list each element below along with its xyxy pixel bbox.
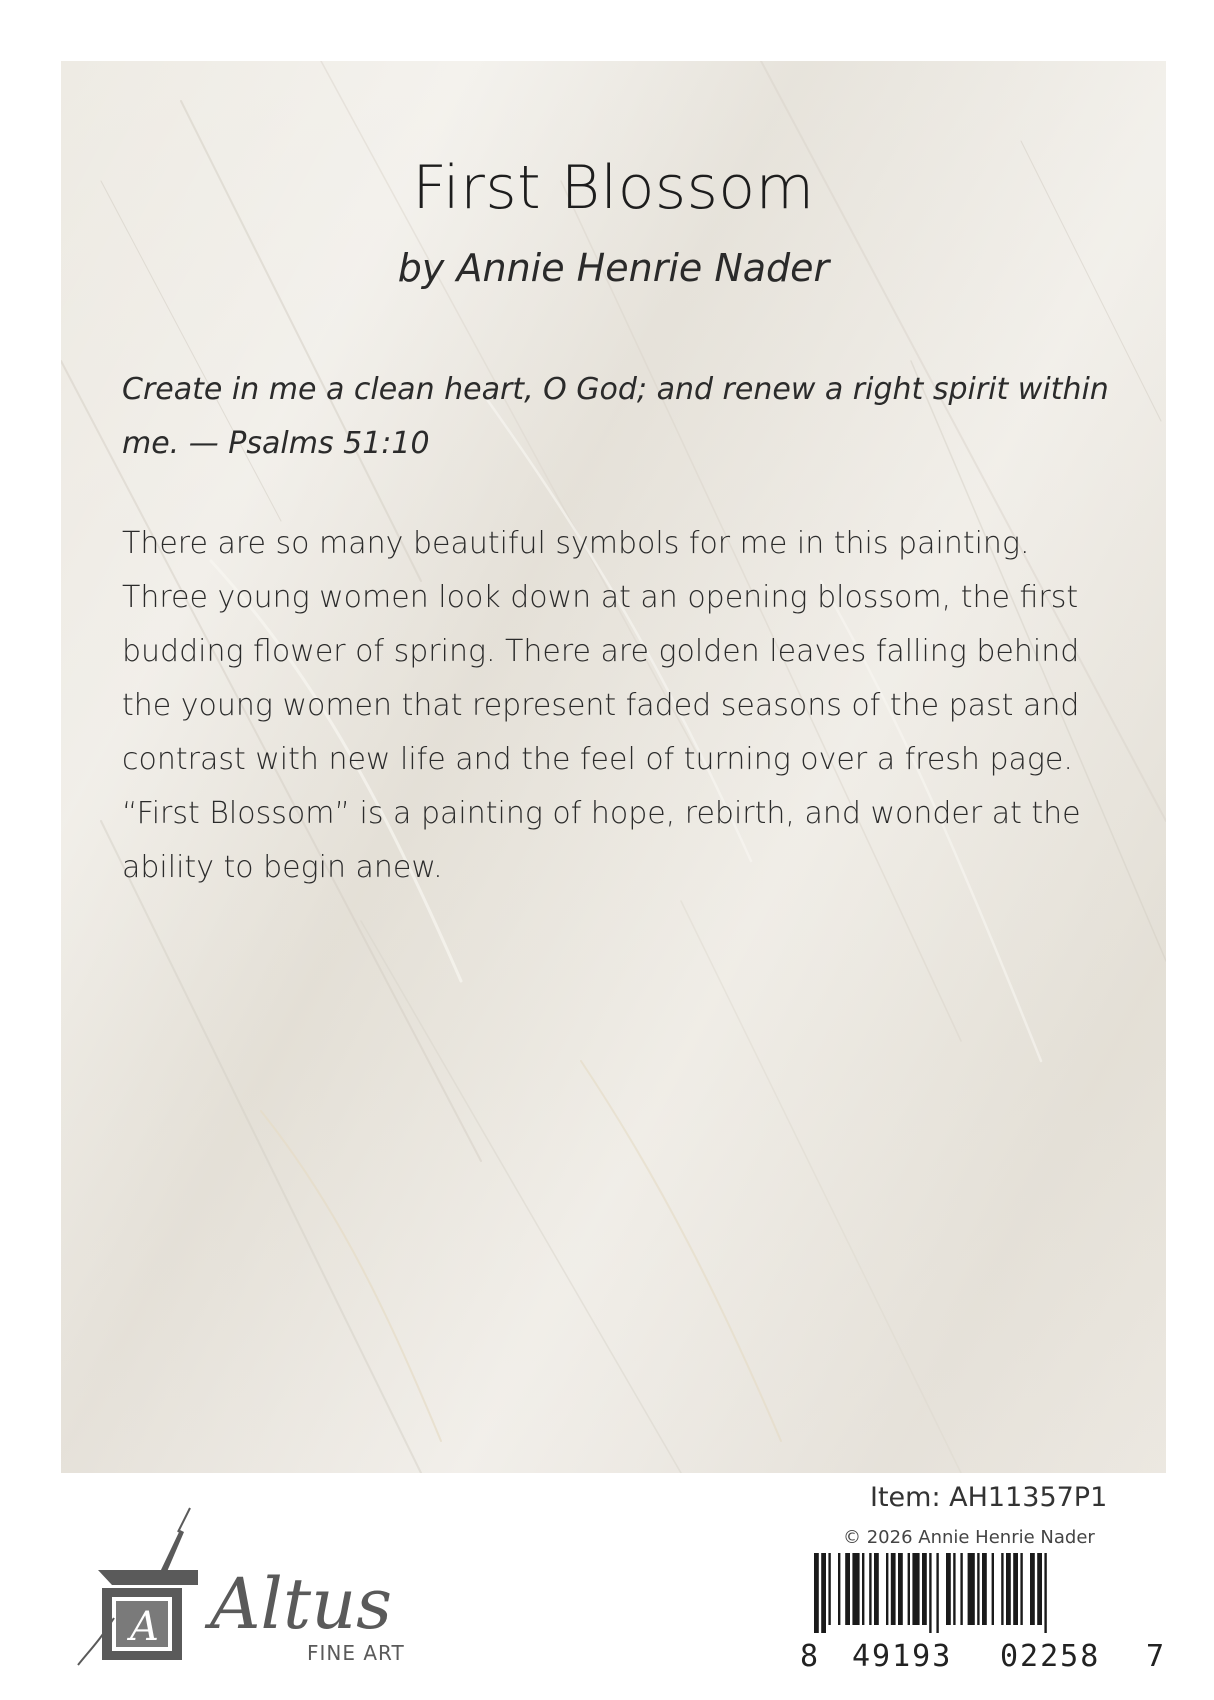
barcode-bar [886, 1553, 888, 1625]
barcode-bar [977, 1553, 979, 1625]
barcode-bar [869, 1553, 871, 1625]
logo-subtitle: FINE ART [307, 1641, 405, 1665]
barcode-bar [953, 1553, 955, 1625]
barcode-bar [1037, 1553, 1042, 1625]
barcode-digit-group-2: 02258 [1000, 1639, 1101, 1674]
barcode-bar [828, 1553, 830, 1625]
barcode-bar [982, 1553, 987, 1625]
barcode-bar [845, 1553, 850, 1625]
scripture-quote: Create in me a clean heart, O God; and renew a right spirit within me. — Psalms 51:10 [122, 372, 1109, 461]
marble-panel [61, 61, 1166, 1473]
barcode-bar [898, 1553, 903, 1625]
barcode-bar [912, 1553, 919, 1625]
barcode-bar [1001, 1553, 1003, 1625]
artist-byline: by Annie Henrie Nader [397, 246, 830, 290]
barcode-bar [936, 1553, 938, 1633]
item-number: Item: AH11357P1 [870, 1482, 1108, 1513]
artwork-description: There are so many beautiful symbols for me in this painting. Three young women look down at an opening blossom, the first budding flower of spring. There are golden leaves falling behind the young women that represent faded seasons of the past and contrast with new life and the feel of turning over a fresh page. “First Blossom” is a painting of hope, rebirth, and wonder at the ability to begin anew. [122, 526, 1081, 885]
artwork-title: First Blossom [412, 153, 815, 223]
barcode-bar [929, 1553, 931, 1633]
copyright-notice: © 2026 Annie Henrie Nader [843, 1527, 1095, 1548]
barcode-digit-group-1: 49193 [852, 1639, 953, 1674]
barcode-bar [814, 1553, 819, 1633]
upc-barcode [810, 1553, 1166, 1633]
barcode-bar [1006, 1553, 1011, 1625]
barcode-lead-digit: 8 [800, 1639, 819, 1674]
logo-brand: Altus [210, 1563, 393, 1645]
barcode-bar [992, 1553, 994, 1625]
barcode-bar [891, 1553, 896, 1625]
barcode-bar [1044, 1553, 1046, 1633]
barcode-bar [1020, 1553, 1022, 1625]
barcode-bar [838, 1553, 840, 1625]
barcode-bar [862, 1553, 864, 1625]
barcode-check-digit: 7 [1146, 1639, 1165, 1674]
barcode-bar [908, 1553, 910, 1625]
barcode-bar [852, 1553, 859, 1625]
logo-mark-letter: A [130, 1604, 159, 1650]
barcode-bar [821, 1553, 826, 1633]
altus-logo [60, 1500, 440, 1670]
barcode-bar [968, 1553, 975, 1625]
barcode-bar [874, 1553, 879, 1625]
barcode-bar [1030, 1553, 1035, 1625]
barcode-bar [922, 1553, 927, 1625]
barcode-bar [1013, 1553, 1018, 1625]
barcode-bar [946, 1553, 951, 1625]
barcode-bar [960, 1553, 962, 1625]
